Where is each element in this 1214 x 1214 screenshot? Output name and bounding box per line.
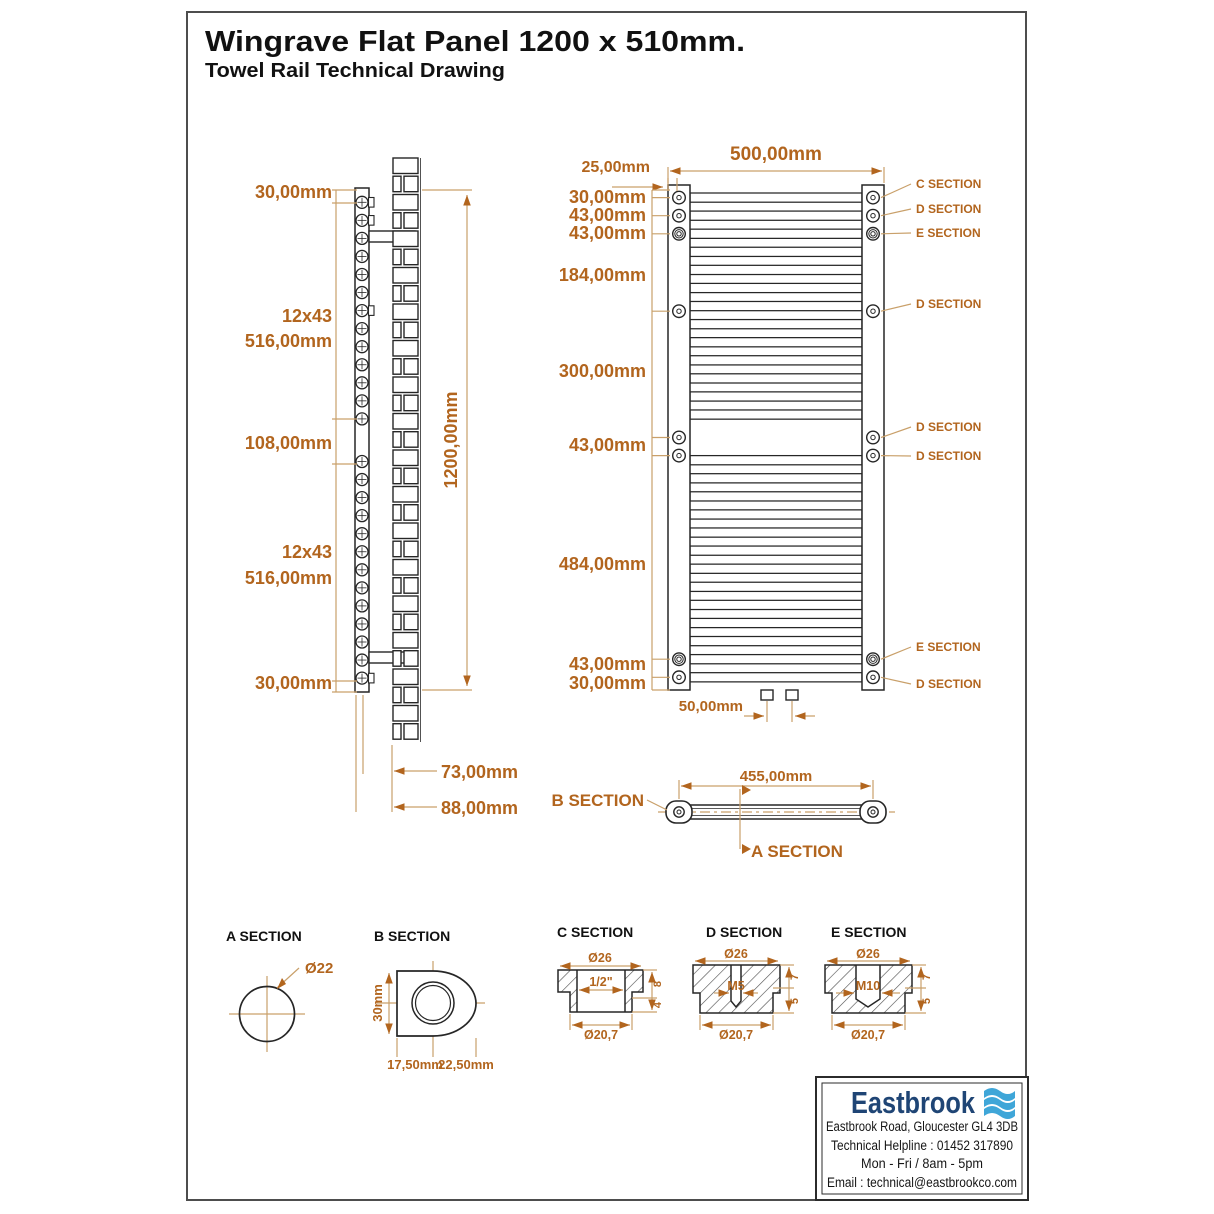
panel-fin [404, 541, 418, 557]
panel-fin [404, 286, 418, 302]
tapping-circle [673, 209, 686, 222]
section-label-7: D SECTION [916, 677, 982, 691]
panel-fin [393, 596, 418, 612]
panel-fin [404, 651, 418, 667]
panel-fin [393, 724, 401, 740]
front-dim-4: 184,00mm [558, 265, 646, 285]
detail-b-title: B SECTION [374, 928, 451, 944]
panel-fin [404, 359, 418, 375]
panel-fin [404, 687, 418, 703]
panel-fin [393, 268, 418, 284]
front-dim-5: 300,00mm [558, 361, 646, 381]
tapping-circle [673, 431, 686, 444]
side-tube-tab [369, 198, 375, 208]
tube-rail [690, 338, 862, 347]
brand-hours: Mon - Fri / 8am - 5pm [861, 1156, 983, 1171]
panel-fin [393, 195, 418, 211]
side-dim-top: 30,00mm [254, 182, 332, 202]
panel-fin [404, 213, 418, 229]
panel-fin [393, 633, 418, 649]
tube-rail [690, 320, 862, 329]
tube-rail [690, 600, 862, 609]
detail-d-bot-dia: Ø20,7 [718, 1028, 754, 1042]
detail-e-title: E SECTION [831, 924, 907, 940]
detail-a-title: A SECTION [226, 928, 302, 944]
panel-fin [393, 614, 401, 630]
tube-rail [690, 618, 862, 627]
brand-logo-text: Eastbrook [851, 1085, 976, 1120]
panel-fin [393, 377, 418, 393]
detail-e-top-dia: Ø26 [856, 947, 880, 961]
tube-rail [690, 283, 862, 292]
side-dim-bank2: 516,00mm [244, 568, 332, 588]
pipe-tail-right [786, 690, 798, 700]
detail-b-d1: 17,50mm [387, 1057, 443, 1072]
tapping-circle [673, 671, 686, 684]
detail-d-r2: 5 [789, 997, 801, 1005]
panel-fin [404, 505, 418, 521]
detail-d-mid-dia: M5 [727, 979, 745, 993]
panel-fin [393, 414, 418, 430]
side-dim-bottom: 30,00mm [254, 673, 332, 693]
side-collector-bar [355, 188, 369, 692]
side-dim-bank1-count: 12x43 [281, 306, 332, 326]
tube-rail [690, 211, 862, 220]
plan-endcap-right [860, 801, 886, 823]
tube-rail [690, 374, 862, 383]
panel-fin [393, 158, 418, 174]
panel-fin [393, 523, 418, 539]
side-tube-tab [369, 673, 375, 683]
panel-fin [393, 450, 418, 466]
brand-email: Email : technical@eastbrookco.com [827, 1175, 1017, 1190]
front-dim-9: 30,00mm [568, 673, 646, 693]
tapping-circle [867, 449, 880, 462]
section-label-6: E SECTION [916, 640, 981, 654]
front-dim-3: 43,00mm [568, 223, 646, 243]
side-dim-bank2-count: 12x43 [281, 542, 332, 562]
tapping-circle [673, 305, 686, 318]
panel-fin [393, 505, 401, 521]
tube-rail [690, 637, 862, 646]
tube-rail [690, 356, 862, 365]
tube-rail [690, 265, 862, 274]
panel-fin [393, 560, 418, 576]
detail-e-mid-dia: M10 [855, 979, 881, 993]
brand-helpline: Technical Helpline : 01452 317890 [831, 1138, 1013, 1153]
detail-d-top-dia: Ø26 [724, 947, 748, 961]
detail-c-mid-dia: 1/2" [589, 975, 613, 989]
side-dim-depth-inner: 73,00mm [441, 762, 519, 782]
panel-fin [393, 249, 401, 265]
panel-fin [404, 395, 418, 411]
tapping-circle [673, 449, 686, 462]
tube-rail [690, 673, 862, 682]
tube-rail [690, 564, 862, 573]
page-title: Wingrave Flat Panel 1200 x 510mm. [205, 26, 745, 58]
panel-fin [393, 286, 401, 302]
detail-b-height: 30mm [370, 984, 385, 1022]
side-tube-tab [369, 306, 375, 316]
front-dim-offset: 25,00mm [581, 159, 650, 176]
detail-c-bot-dia: Ø20,7 [583, 1028, 619, 1042]
tube-rail [690, 301, 862, 310]
tube-rail [690, 456, 862, 465]
tapping-circle [867, 191, 880, 204]
panel-fin [404, 724, 418, 740]
panel-fin [393, 687, 401, 703]
tube-rail [690, 392, 862, 401]
section-label-0: C SECTION [916, 177, 982, 191]
tube-rail [690, 247, 862, 256]
tapping-circle [867, 431, 880, 444]
pipe-tail-left [761, 690, 773, 700]
plan-a-label: A SECTION [751, 842, 843, 861]
panel-fin [404, 614, 418, 630]
panel-fin [393, 341, 418, 357]
tube-rail [690, 229, 862, 238]
tube-rail [690, 582, 862, 591]
plan-endcap-left [666, 801, 692, 823]
detail-d-title: D SECTION [706, 924, 783, 940]
detail-c-r2: 4 [652, 1001, 664, 1009]
panel-fin [404, 578, 418, 594]
detail-b-d2: 22,50mm [438, 1057, 494, 1072]
tube-rail [690, 510, 862, 519]
panel-fin [393, 176, 401, 192]
detail-c-top-dia: Ø26 [588, 951, 612, 965]
plan-b-label: B SECTION [551, 791, 644, 810]
tube-rail [690, 546, 862, 555]
panel-fin [393, 432, 401, 448]
section-label-4: D SECTION [916, 420, 982, 434]
section-label-2: E SECTION [916, 226, 981, 240]
detail-e-bot-dia: Ø20,7 [850, 1028, 886, 1042]
section-label-1: D SECTION [916, 202, 982, 216]
tube-rail [690, 492, 862, 501]
side-dim-middle: 108,00mm [244, 433, 332, 453]
detail-b-profile [397, 971, 476, 1036]
panel-fin [393, 322, 401, 338]
tube-rail [690, 410, 862, 419]
tube-rail [690, 655, 862, 664]
tube-rail [690, 528, 862, 537]
side-dim-bank1: 516,00mm [244, 331, 332, 351]
panel-fin [404, 432, 418, 448]
detail-c-title: C SECTION [557, 924, 634, 940]
tube-rail [690, 474, 862, 483]
detail-a-dia: Ø22 [305, 960, 334, 977]
panel-fin [393, 395, 401, 411]
panel-fin [393, 468, 401, 484]
panel-fin [393, 359, 401, 375]
panel-fin [393, 578, 401, 594]
brand-box [816, 1077, 1028, 1200]
tube-rail [690, 193, 862, 202]
side-dim-depth-outer: 88,00mm [441, 798, 519, 818]
panel-fin [393, 213, 401, 229]
panel-fin [393, 706, 418, 722]
tapping-circle [867, 305, 880, 318]
panel-fin [393, 487, 418, 503]
front-dim-2: 43,00mm [568, 205, 646, 225]
tapping-circle [867, 209, 880, 222]
front-dim-7: 484,00mm [558, 554, 646, 574]
section-label-5: D SECTION [916, 449, 982, 463]
tapping-circle [673, 191, 686, 204]
panel-fin [404, 322, 418, 338]
brand-address: Eastbrook Road, Gloucester GL4 3DB [826, 1119, 1018, 1134]
section-leader-line [881, 233, 911, 234]
front-dim-tails: 50,00mm [678, 698, 743, 715]
tapping-circle [867, 671, 880, 684]
side-dim-height: 1200,00mm [441, 391, 461, 489]
panel-fin [393, 231, 418, 247]
section-label-3: D SECTION [916, 297, 982, 311]
front-dim-6: 43,00mm [568, 435, 646, 455]
panel-fin [393, 304, 418, 320]
panel-fin [404, 176, 418, 192]
front-dim-1: 30,00mm [568, 187, 646, 207]
plan-dim-width: 455,00mm [739, 768, 813, 785]
detail-c-r1: 8 [652, 980, 664, 988]
panel-fin [393, 669, 418, 685]
page-subtitle: Towel Rail Technical Drawing [205, 59, 505, 82]
panel-fin [393, 651, 401, 667]
detail-e-r1: 7 [921, 973, 933, 981]
front-dim-8: 43,00mm [568, 654, 646, 674]
side-tube-tab [369, 216, 375, 226]
panel-fin [393, 541, 401, 557]
panel-fin [404, 468, 418, 484]
detail-e-r2: 5 [921, 997, 933, 1005]
front-dim-width: 500,00mm [730, 144, 822, 165]
detail-d-r1: 7 [789, 973, 801, 981]
panel-fin [404, 249, 418, 265]
